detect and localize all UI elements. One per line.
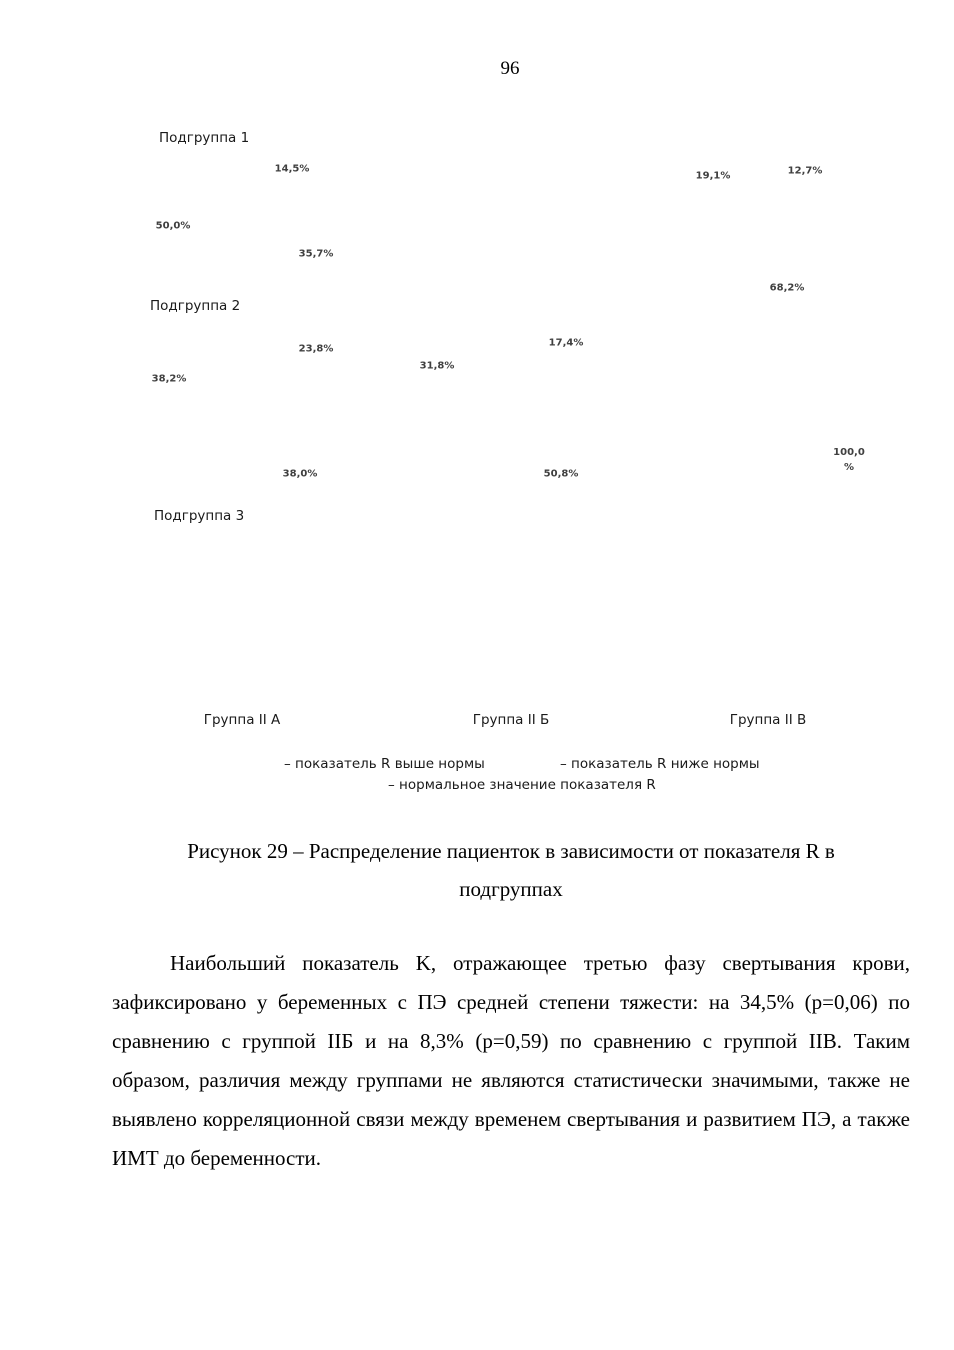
data-label: 38,2% bbox=[151, 373, 187, 385]
legend-item-below: – показатель R ниже нормы bbox=[560, 756, 760, 772]
group-label-iiv: Группа II В bbox=[729, 712, 807, 728]
data-label: 100,0 % bbox=[833, 447, 865, 473]
data-label: 19,1% bbox=[695, 170, 731, 182]
data-label: 50,0% bbox=[155, 220, 191, 232]
data-label: 17,4% bbox=[548, 337, 584, 349]
data-label: 68,2% bbox=[769, 282, 805, 294]
data-label: 35,7% bbox=[298, 248, 334, 260]
data-label: 23,8% bbox=[298, 343, 334, 355]
data-label: 14,5% bbox=[274, 163, 310, 175]
subgroup-label-2: Подгруппа 2 bbox=[150, 298, 241, 314]
group-label-iia: Группа II А bbox=[203, 712, 281, 728]
data-label: 31,8% bbox=[419, 360, 455, 372]
data-label: 38,0% bbox=[282, 468, 318, 480]
subgroup-label-3: Подгруппа 3 bbox=[154, 508, 245, 524]
legend-item-above: – показатель R выше нормы bbox=[284, 756, 485, 772]
group-label-iib: Группа II Б bbox=[472, 712, 550, 728]
subgroup-label-1: Подгруппа 1 bbox=[159, 130, 250, 146]
page-number: 96 bbox=[500, 58, 520, 79]
data-label: 50,8% bbox=[543, 468, 579, 480]
legend-item-normal: – нормальное значение показателя R bbox=[388, 777, 656, 793]
body-paragraph: Наибольший показатель K, отражающее третью фазу свертывания крови, зафиксировано у беременных с ПЭ средней степени тяжести: на 34,5% (p=0,06) по сравнению с группой IIБ и на 8,3% (p=0,59) по сравнению с группой IIВ. Таким образом, различия между группами не являются статистически значимыми, также не выявлено корреляционной связи между временем свертывания и развитием ПЭ, а также ИМТ до беременности. bbox=[112, 951, 910, 1170]
figure-caption: Рисунок 29 – Распределение пациенток в зависимости от показателя R в подгруппах bbox=[187, 839, 835, 901]
data-label: 12,7% bbox=[787, 165, 823, 177]
